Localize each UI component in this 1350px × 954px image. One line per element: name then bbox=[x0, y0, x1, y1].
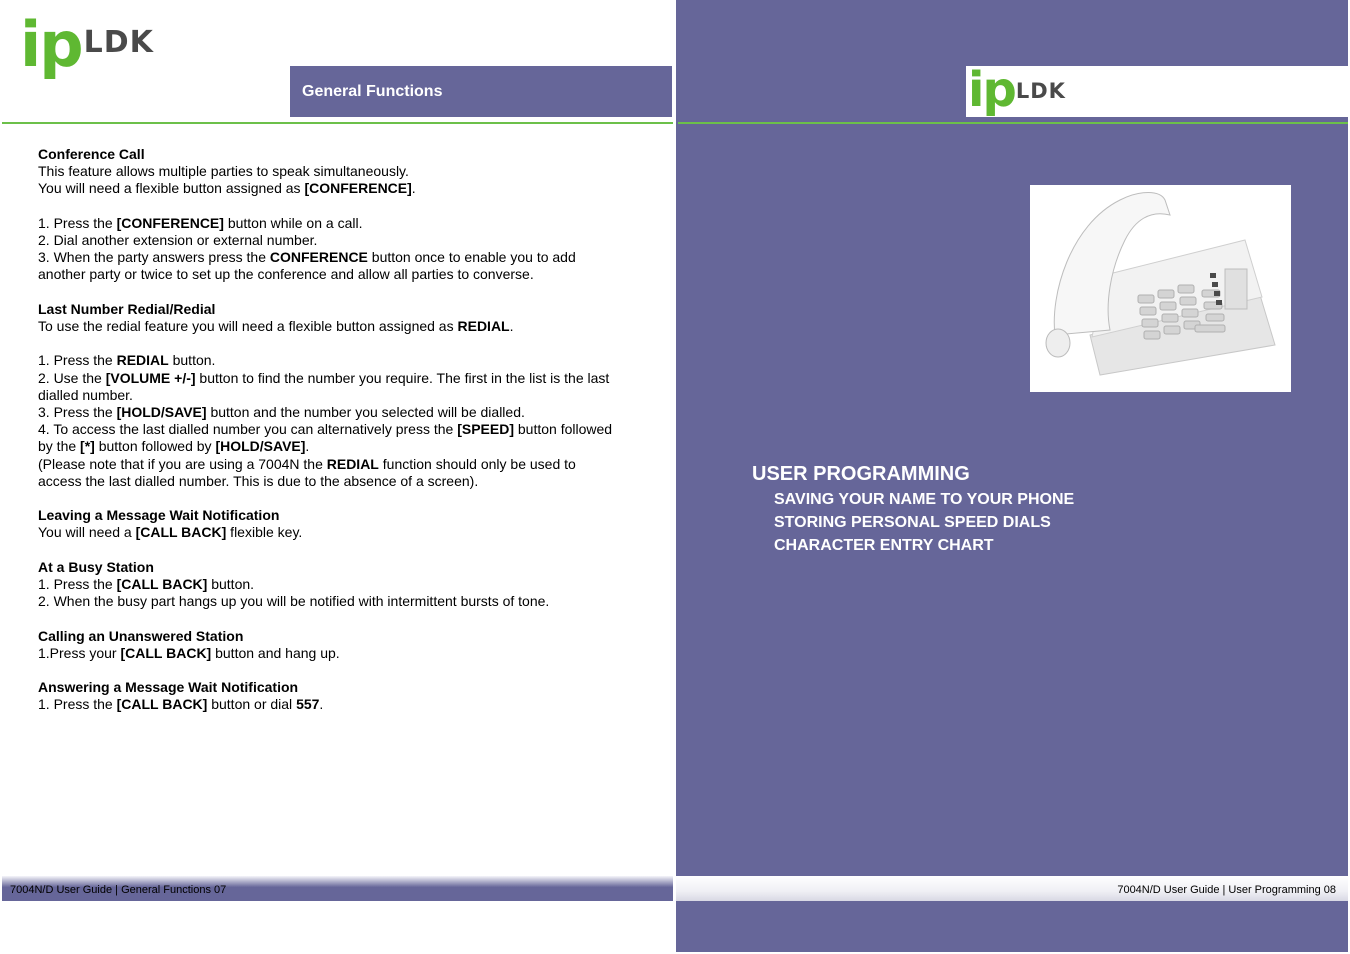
text-line bbox=[38, 645, 340, 661]
bold-term: [HOLD/SAVE] bbox=[116, 404, 207, 420]
menu-item-speed-dials[interactable]: STORING PERSONAL SPEED DIALS bbox=[774, 514, 1051, 531]
text-run: button. bbox=[168, 352, 216, 369]
block-heading: At a Busy Station bbox=[38, 558, 154, 575]
content-block bbox=[38, 352, 638, 490]
text-run: 1.Press your bbox=[38, 644, 121, 661]
text-line bbox=[38, 249, 576, 265]
block-heading: Calling an Unanswered Station bbox=[38, 627, 244, 644]
text-line bbox=[38, 438, 309, 454]
bold-term: REDIAL bbox=[116, 352, 169, 369]
text-run: button and the number you selected will be dialled. bbox=[206, 404, 525, 420]
phone-image bbox=[1030, 185, 1291, 392]
text-run: 1. Press the bbox=[38, 576, 117, 592]
text-run: . bbox=[411, 180, 416, 197]
text-run: button followed by bbox=[94, 438, 216, 455]
text-run: button and hang up. bbox=[211, 644, 340, 661]
header-rule bbox=[2, 122, 673, 124]
block-heading: Answering a Message Wait Notification bbox=[38, 679, 299, 696]
bold-term: [SPEED] bbox=[457, 421, 514, 438]
logo-text-small: LDK bbox=[1015, 79, 1066, 103]
content-block bbox=[38, 301, 638, 335]
text-run: flexible key. bbox=[226, 524, 303, 541]
content-block bbox=[38, 559, 638, 611]
iplkd-logo bbox=[20, 8, 154, 81]
text-run: . bbox=[305, 438, 310, 455]
menu-item-character-chart[interactable]: CHARACTER ENTRY CHART bbox=[774, 537, 994, 554]
text-line bbox=[38, 524, 302, 540]
text-line bbox=[38, 318, 514, 334]
text-line bbox=[38, 473, 478, 489]
logo-text: LDK bbox=[83, 25, 154, 60]
text-run: 2. When the busy part hangs up you will be notified with intermittent bursts of tone. bbox=[38, 593, 550, 610]
bold-term: [CONFERENCE] bbox=[116, 214, 224, 231]
menu-item-saving-name[interactable]: SAVING YOUR NAME TO YOUR PHONE bbox=[774, 491, 1075, 508]
text-run: This feature allows multiple parties to speak simultaneously. bbox=[38, 163, 409, 180]
text-run: dialled number. bbox=[38, 386, 133, 403]
bold-term: 557 bbox=[296, 696, 320, 713]
text-line bbox=[38, 576, 254, 592]
text-run: 1. Press the bbox=[38, 214, 117, 231]
bold-term: [VOLUME +/-] bbox=[105, 369, 196, 386]
text-run: button to find the number you require. The first in the list is the last bbox=[195, 369, 610, 386]
text-run: . bbox=[509, 318, 514, 334]
text-run: button once to enable you to add bbox=[367, 249, 576, 266]
text-line bbox=[38, 215, 362, 231]
text-run: 1. Press the bbox=[38, 696, 117, 713]
text-run: 3. When the party answers press the bbox=[38, 249, 270, 266]
footer-right bbox=[676, 876, 1348, 901]
bold-term: [*] bbox=[80, 438, 95, 455]
text-line bbox=[38, 404, 525, 420]
bold-term: [CONFERENCE] bbox=[304, 180, 412, 197]
text-run: access the last dialled number. This is due to the absence of a screen). bbox=[38, 472, 479, 489]
text-line bbox=[38, 387, 133, 403]
text-line bbox=[38, 180, 416, 196]
text-run: button. bbox=[207, 576, 255, 592]
block-heading: Conference Call bbox=[38, 146, 145, 162]
content-block bbox=[38, 679, 638, 713]
block-heading: Leaving a Message Wait Notification bbox=[38, 507, 280, 524]
text-run: You will need a bbox=[38, 524, 136, 541]
footer-right-text: 7004N/D User Guide | User Programming 08 bbox=[1117, 884, 1336, 896]
bold-term: [CALL BACK] bbox=[135, 524, 227, 541]
text-run: To use the redial feature you will need a flexible button assigned as bbox=[38, 318, 458, 334]
footer-left bbox=[2, 876, 673, 901]
text-line bbox=[38, 456, 576, 472]
content-block bbox=[38, 507, 638, 541]
text-run: You will need a flexible button assigned as bbox=[38, 180, 305, 197]
block-heading: Last Number Redial/Redial bbox=[38, 300, 216, 317]
bold-term: [CALL BACK] bbox=[116, 696, 208, 713]
iplkd-logo-small bbox=[968, 62, 1066, 118]
text-line bbox=[38, 163, 409, 179]
text-run: 2. Dial another extension or external number. bbox=[38, 232, 318, 248]
text-run: 2. Use the bbox=[38, 369, 106, 386]
menu-title: USER PROGRAMMING bbox=[752, 463, 970, 485]
section-title bbox=[290, 66, 672, 117]
text-run: by the bbox=[38, 438, 81, 455]
text-line bbox=[38, 266, 534, 282]
text-line bbox=[38, 696, 323, 712]
text-line bbox=[38, 593, 549, 609]
text-run: . bbox=[319, 696, 324, 713]
right-logo-box bbox=[966, 62, 1348, 118]
text-run: function should only be used to bbox=[378, 455, 576, 472]
content-block bbox=[38, 628, 638, 662]
bold-term: REDIAL bbox=[326, 455, 379, 472]
text-run: (Please note that if you are using a 7004N the bbox=[38, 455, 327, 472]
user-programming-menu bbox=[752, 462, 1074, 557]
bold-term: CONFERENCE bbox=[269, 249, 368, 266]
bold-term: [HOLD/SAVE] bbox=[215, 438, 306, 455]
page-content bbox=[38, 146, 638, 731]
desk-phone-icon bbox=[1030, 185, 1291, 392]
text-run: 3. Press the bbox=[38, 404, 117, 420]
text-line bbox=[38, 370, 609, 386]
content-block bbox=[38, 215, 638, 284]
footer-left-text: 7004N/D User Guide | General Functions 07 bbox=[10, 884, 227, 896]
logo-mark-small: ip bbox=[968, 62, 1015, 118]
bold-term: [CALL BACK] bbox=[116, 576, 208, 592]
section-title-text: General Functions bbox=[302, 82, 443, 100]
text-run: button while on a call. bbox=[223, 214, 363, 231]
bold-term: [CALL BACK] bbox=[120, 644, 212, 661]
header-rule-right bbox=[678, 122, 1348, 124]
text-run: another party or twice to set up the conference and allow all parties to converse. bbox=[38, 266, 534, 283]
text-run: 1. Press the bbox=[38, 352, 117, 369]
content-block bbox=[38, 146, 638, 198]
bold-term: REDIAL bbox=[457, 318, 510, 334]
text-run: 4. To access the last dialled number you can alternatively press the bbox=[38, 421, 458, 438]
text-run: button followed bbox=[514, 421, 613, 438]
text-line bbox=[38, 232, 317, 248]
text-line bbox=[38, 421, 612, 437]
text-run: button or dial bbox=[207, 696, 297, 713]
text-line bbox=[38, 352, 215, 368]
logo-mark: ip bbox=[20, 8, 82, 81]
